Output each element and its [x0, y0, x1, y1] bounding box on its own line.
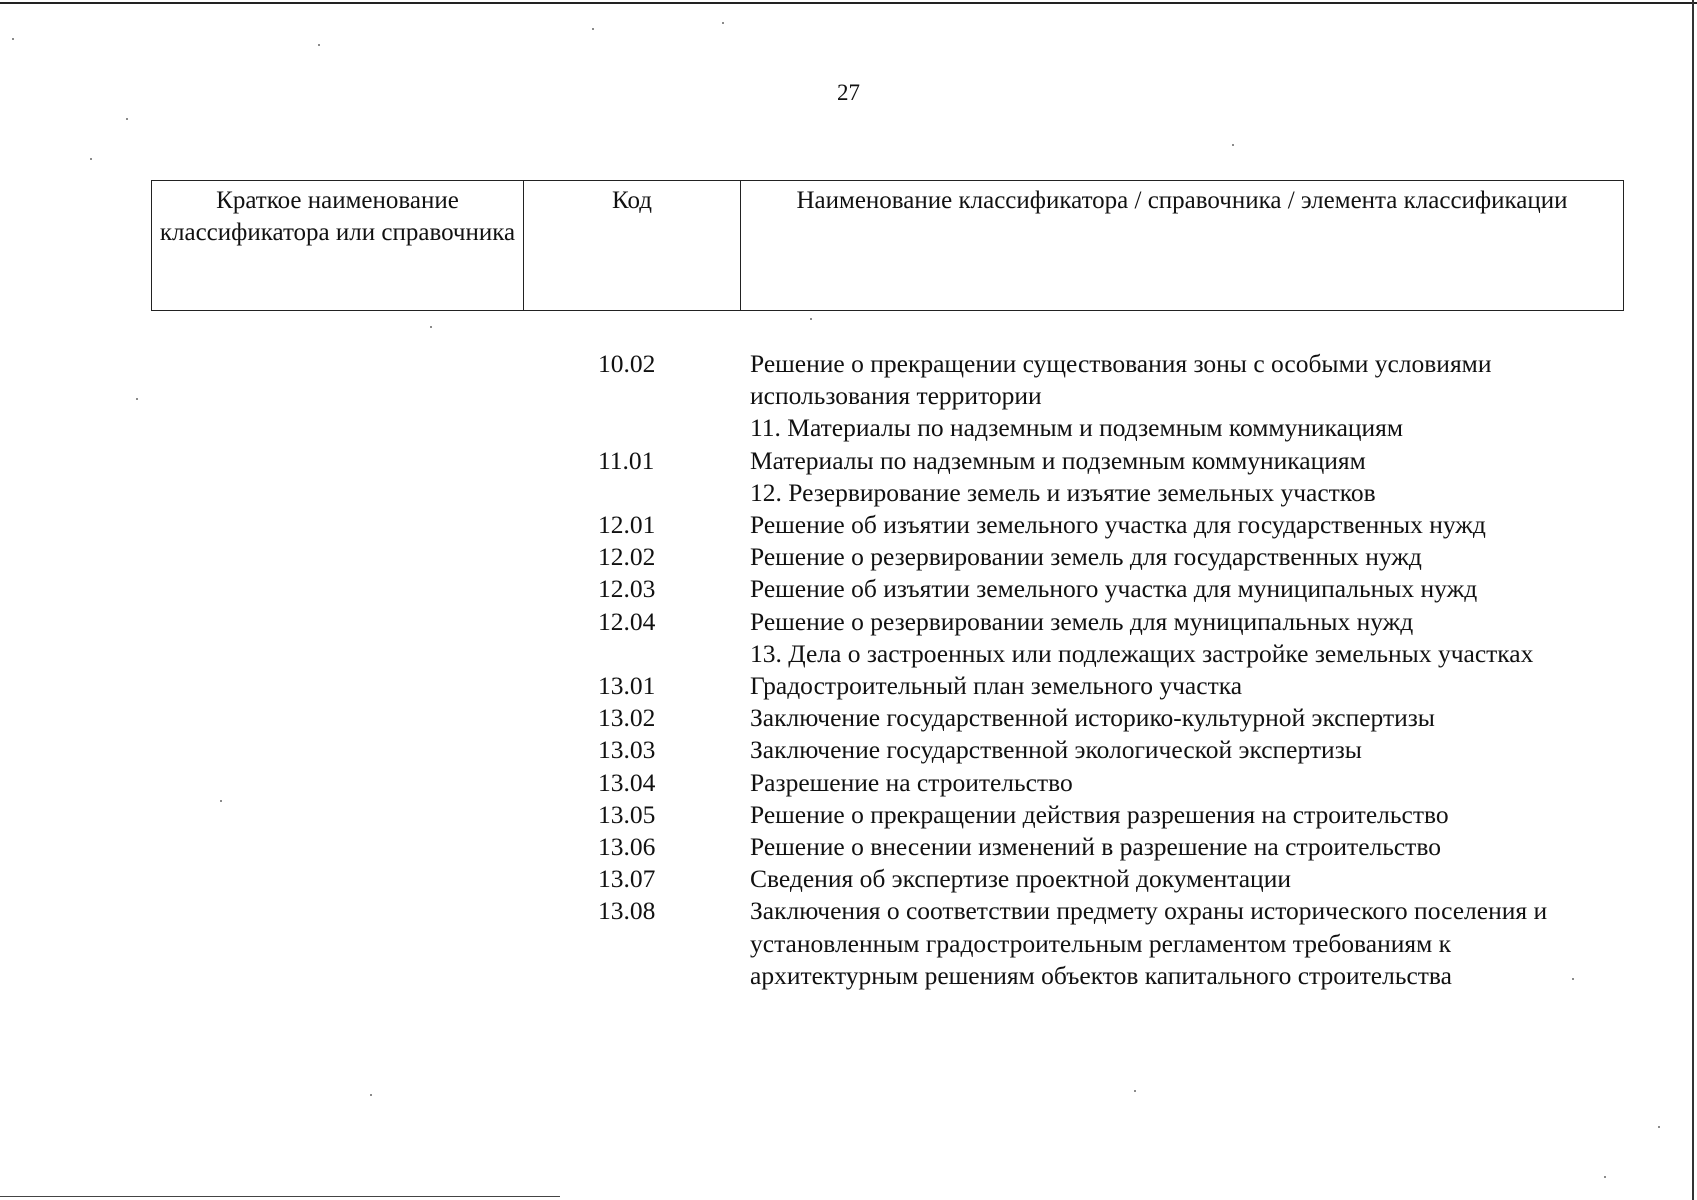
scan-bottom-border [0, 1196, 560, 1197]
classifier-table-header [151, 180, 1624, 311]
row-code [598, 412, 748, 444]
scan-speck [592, 28, 594, 30]
scan-speck [1604, 1176, 1606, 1178]
row-code: 12.03 [598, 574, 656, 604]
row-code: 11.01 [598, 445, 655, 475]
row-description: Решение о резервировании земель для муниципальных нужд [750, 606, 1414, 636]
scan-speck [90, 158, 92, 160]
row-description: Решение о внесении изменений в разрешение на строительство [750, 832, 1441, 862]
row-description: Решение о прекращении действия разрешения на строительство [750, 799, 1449, 829]
table-row [0, 702, 1697, 734]
header-short-name: Краткое наименование классификатора или справочника [152, 181, 524, 310]
scan-speck [1232, 144, 1234, 146]
section-heading-row [0, 477, 1697, 509]
row-code [598, 638, 748, 670]
header-full-name: Наименование классификатора / справочника / элемента классификации [796, 187, 1568, 214]
table-row [0, 509, 1697, 541]
row-description: Решение о прекращении существования зоны с особыми условиями использования территории [750, 349, 1492, 411]
row-description: Разрешение на строительство [750, 767, 1073, 797]
row-code: 13.08 [598, 896, 656, 926]
scan-speck [370, 1094, 372, 1096]
row-description: Заключение государственной историко-культурной экспертизы [750, 703, 1435, 733]
section-heading: 13. Дела о застроенных или подлежащих застройке земельных участках [750, 638, 1534, 668]
scan-speck [318, 44, 320, 46]
row-description: Заключение государственной экологической экспертизы [750, 735, 1362, 765]
table-row [0, 863, 1697, 895]
table-row [0, 541, 1697, 573]
row-code: 13.04 [598, 767, 656, 797]
row-description: Градостроительный план земельного участка [750, 671, 1243, 701]
table-row [0, 831, 1697, 863]
classifier-entries [0, 348, 1697, 992]
header-code: Код [524, 181, 741, 310]
table-row [0, 670, 1697, 702]
scan-speck [810, 318, 812, 320]
table-row [0, 573, 1697, 605]
scan-speck [12, 38, 14, 40]
row-description: Решение об изъятии земельного участка для государственных нужд [750, 510, 1486, 540]
row-code: 13.03 [598, 735, 656, 765]
row-code: 12.04 [598, 606, 656, 636]
row-code: 13.06 [598, 832, 656, 862]
scan-speck [126, 118, 128, 120]
scan-speck [1658, 1126, 1660, 1128]
row-code: 13.05 [598, 799, 656, 829]
table-row [0, 734, 1697, 766]
section-heading: 12. Резервирование земель и изъятие земельных участков [750, 477, 1376, 507]
scan-speck [1134, 1090, 1136, 1092]
table-row [0, 445, 1697, 477]
row-description: Материалы по надземным и подземным коммуникациям [750, 445, 1366, 475]
scan-speck [430, 326, 432, 328]
section-heading-row [0, 638, 1697, 670]
table-row [0, 348, 1697, 412]
row-code: 10.02 [598, 349, 656, 378]
row-code: 13.01 [598, 671, 656, 701]
page-number: 27 [837, 80, 860, 105]
row-description: Заключения о соответствии предмету охраны исторического поселения и установленным градостроительным регламентом требованиям к архитектурным решениям объектов капитального строительства [750, 896, 1548, 990]
scan-speck [722, 22, 724, 24]
row-description: Решение о резервировании земель для государственных нужд [750, 542, 1422, 572]
row-code: 12.01 [598, 510, 656, 540]
row-code: 12.02 [598, 542, 656, 572]
row-description: Сведения об экспертизе проектной документации [750, 864, 1291, 894]
table-row [0, 767, 1697, 799]
row-code [598, 477, 748, 509]
scan-top-border [0, 2, 1697, 4]
section-heading-row [0, 412, 1697, 444]
row-code: 13.07 [598, 864, 656, 894]
table-row [0, 895, 1697, 992]
row-code: 13.02 [598, 703, 656, 733]
section-heading: 11. Материалы по надземным и подземным коммуникациям [750, 413, 1404, 443]
row-description: Решение об изъятии земельного участка для муниципальных нужд [750, 574, 1478, 604]
table-row [0, 606, 1697, 638]
table-row [0, 799, 1697, 831]
